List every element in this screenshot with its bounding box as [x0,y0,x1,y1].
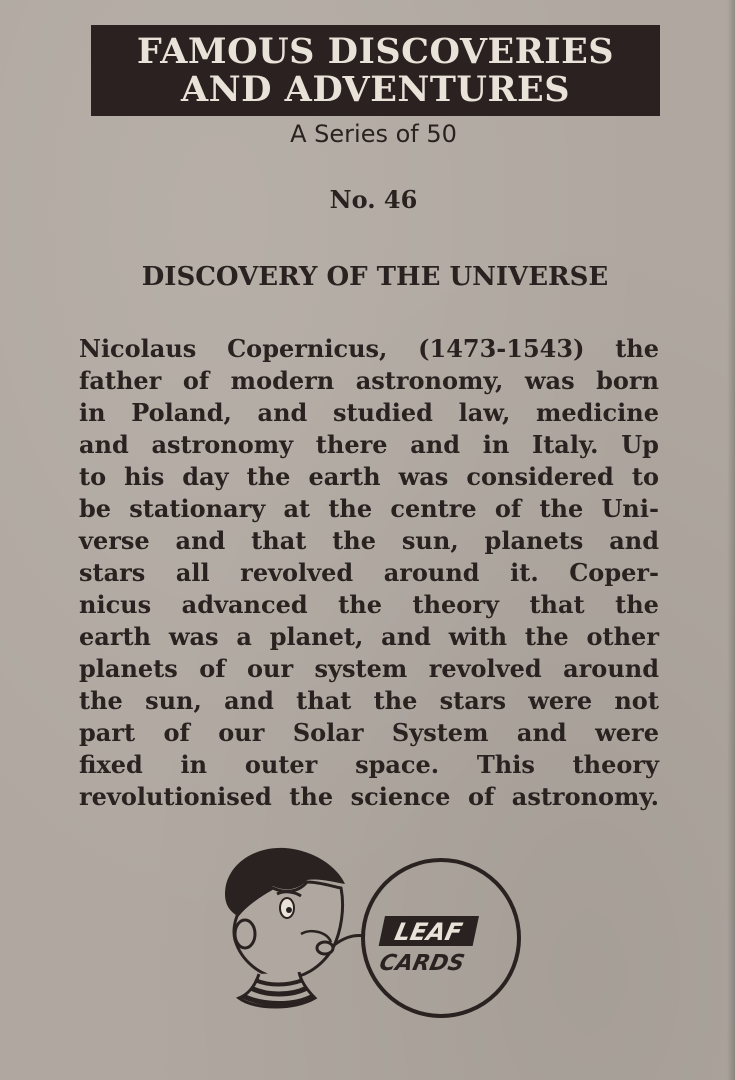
body-line: to his day the earth was considered to [79,462,659,491]
mascot-ear [235,920,255,948]
title-line-2: AND ADVENTURES [180,68,570,110]
body-line: stars all revolved around it. Coper- [79,558,659,587]
body-line: the sun, and that the stars were not [79,686,659,715]
body-line: planets of our system revolved around [79,654,659,683]
body-line: earth was a planet, and with the other [79,622,659,651]
body-line: revolutionised the science of astronomy. [79,782,659,811]
body-line: fixed in outer space. This theory [79,750,659,779]
body-line: in Poland, and studied law, medicine [79,398,659,427]
body-line: and astronomy there and in Italy. Up [79,430,659,459]
body-line: verse and that the sun, planets and [79,526,659,555]
logo-lettering [372,916,479,976]
card-heading: DISCOVERY OF THE UNIVERSE [141,262,609,292]
body-line: be stationary at the centre of the Uni- [79,494,659,523]
body-line: part of our Solar System and were [79,718,659,747]
card-number: No. 46 [329,185,418,214]
body-line: father of modern astronomy, was born [79,366,659,395]
body-line: Nicolaus Copernicus, (1473-1543) the [79,334,659,363]
logo-word-2: CARDS [377,950,467,976]
card-description [79,333,659,813]
logo-word-1: LEAF [392,917,466,946]
mascot-mouth [317,942,333,954]
card-edge-shadow [727,0,735,1080]
series-caption: A Series of 50 [290,120,457,148]
title-line-1: FAMOUS DISCOVERIES [136,30,615,72]
title-banner [91,25,660,116]
body-line: nicus advanced the theory that the [79,590,659,619]
leaf-cards-logo [215,838,521,1030]
